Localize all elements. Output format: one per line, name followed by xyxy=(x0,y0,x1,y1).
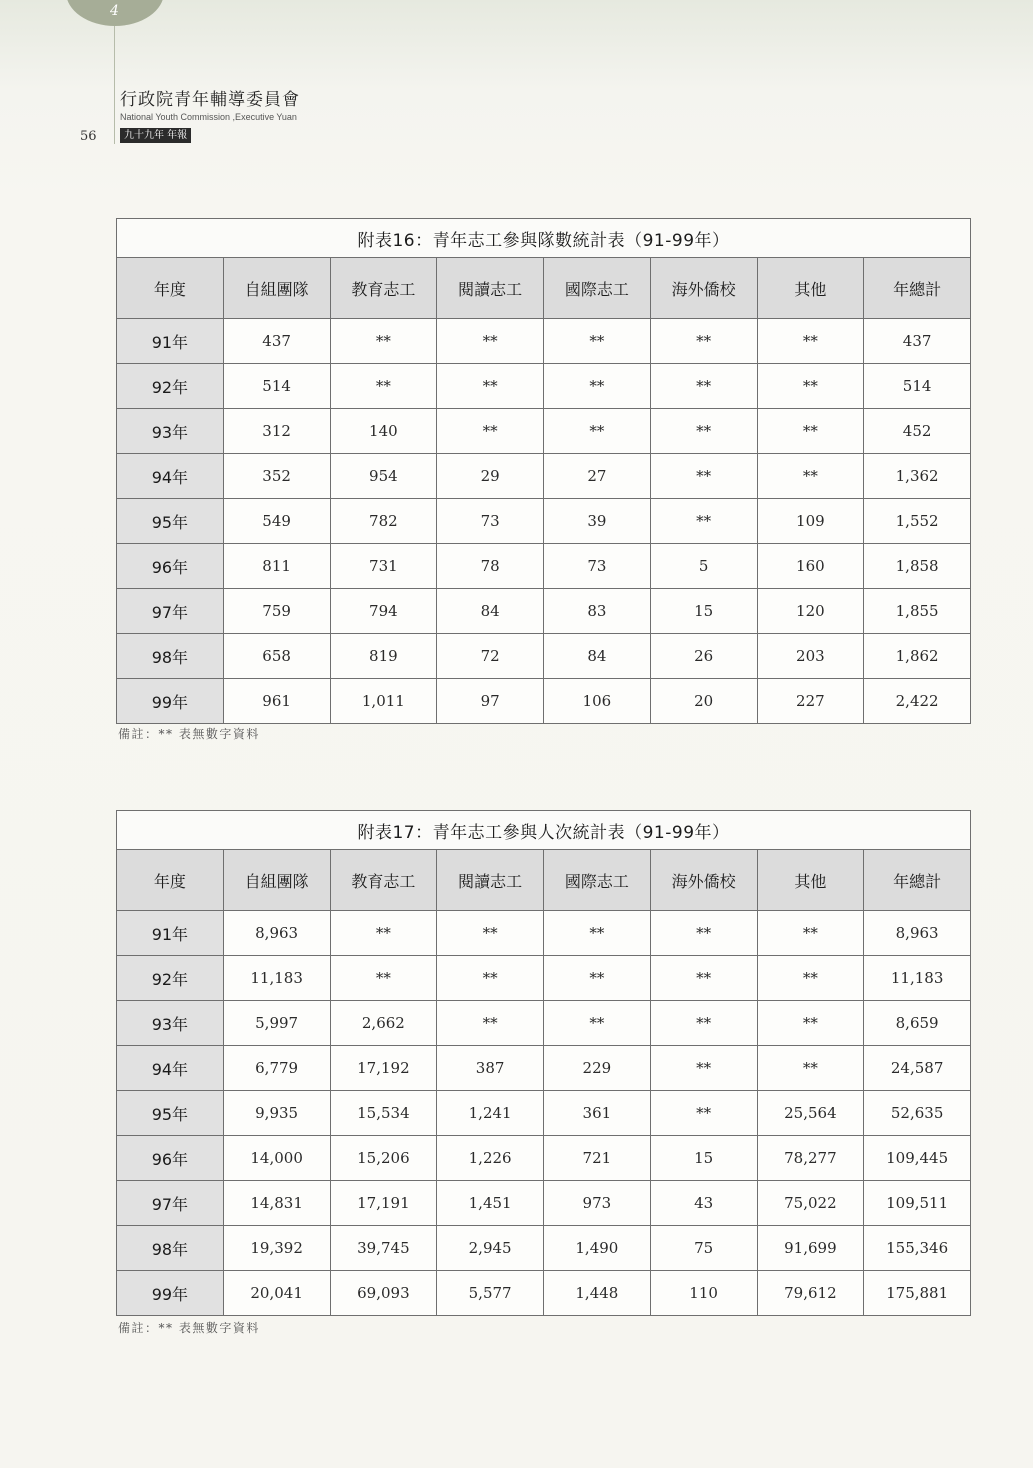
value-cell: 19,392 xyxy=(223,1226,330,1271)
value-cell: 229 xyxy=(544,1046,651,1091)
value-cell: 160 xyxy=(757,544,864,589)
value-cell: 75 xyxy=(650,1226,757,1271)
value-cell: 514 xyxy=(223,364,330,409)
value-cell: 20 xyxy=(650,679,757,724)
column-header: 國際志工 xyxy=(544,258,651,319)
value-cell: 8,659 xyxy=(864,1001,971,1046)
value-cell: ** xyxy=(437,409,544,454)
value-cell: ** xyxy=(650,319,757,364)
value-cell: 1,490 xyxy=(544,1226,651,1271)
value-cell: 8,963 xyxy=(864,911,971,956)
column-header: 年度 xyxy=(117,850,224,911)
value-cell: ** xyxy=(650,409,757,454)
value-cell: 794 xyxy=(330,589,437,634)
value-cell: ** xyxy=(650,911,757,956)
value-cell: ** xyxy=(544,1001,651,1046)
table-header-row xyxy=(117,258,971,319)
value-cell: 109,445 xyxy=(864,1136,971,1181)
year-cell: 95年 xyxy=(117,499,224,544)
value-cell: ** xyxy=(757,1046,864,1091)
column-header: 其他 xyxy=(757,850,864,911)
table-row xyxy=(117,499,971,544)
value-cell: ** xyxy=(544,364,651,409)
value-cell: 109 xyxy=(757,499,864,544)
year-cell: 97年 xyxy=(117,1181,224,1226)
year-cell: 98年 xyxy=(117,1226,224,1271)
value-cell: 5,577 xyxy=(437,1271,544,1316)
value-cell: ** xyxy=(544,319,651,364)
value-cell: 1,226 xyxy=(437,1136,544,1181)
column-header: 其他 xyxy=(757,258,864,319)
value-cell: 1,858 xyxy=(864,544,971,589)
value-cell: 721 xyxy=(544,1136,651,1181)
value-cell: 15 xyxy=(650,589,757,634)
participant-count-table xyxy=(116,810,971,1316)
value-cell: 387 xyxy=(437,1046,544,1091)
value-cell: 5,997 xyxy=(223,1001,330,1046)
chapter-number: 4 xyxy=(110,3,119,19)
column-header: 年總計 xyxy=(864,258,971,319)
value-cell: 1,451 xyxy=(437,1181,544,1226)
value-cell: ** xyxy=(437,911,544,956)
table-caption: 附表17：青年志工參與人次統計表（91-99年） xyxy=(117,811,971,850)
column-header: 年度 xyxy=(117,258,224,319)
value-cell: ** xyxy=(757,454,864,499)
table-row xyxy=(117,911,971,956)
value-cell: 658 xyxy=(223,634,330,679)
value-cell: 2,422 xyxy=(864,679,971,724)
value-cell: 140 xyxy=(330,409,437,454)
value-cell: 549 xyxy=(223,499,330,544)
value-cell: 20,041 xyxy=(223,1271,330,1316)
table-row xyxy=(117,364,971,409)
value-cell: 961 xyxy=(223,679,330,724)
header-divider xyxy=(114,26,115,144)
year-cell: 91年 xyxy=(117,319,224,364)
value-cell: 203 xyxy=(757,634,864,679)
year-cell: 94年 xyxy=(117,1046,224,1091)
value-cell: 759 xyxy=(223,589,330,634)
value-cell: ** xyxy=(650,364,757,409)
year-cell: 93年 xyxy=(117,1001,224,1046)
value-cell: 15,206 xyxy=(330,1136,437,1181)
table-row xyxy=(117,1001,971,1046)
org-name: 行政院青年輔導委員會 xyxy=(120,90,300,110)
value-cell: 73 xyxy=(544,544,651,589)
year-cell: 92年 xyxy=(117,364,224,409)
value-cell: 120 xyxy=(757,589,864,634)
value-cell: 5 xyxy=(650,544,757,589)
value-cell: 227 xyxy=(757,679,864,724)
year-cell: 92年 xyxy=(117,956,224,1001)
column-header: 閱讀志工 xyxy=(437,850,544,911)
value-cell: ** xyxy=(330,364,437,409)
column-header: 自組團隊 xyxy=(223,258,330,319)
year-cell: 93年 xyxy=(117,409,224,454)
value-cell: 312 xyxy=(223,409,330,454)
table-row xyxy=(117,319,971,364)
year-cell: 96年 xyxy=(117,1136,224,1181)
value-cell: 78,277 xyxy=(757,1136,864,1181)
column-header: 自組團隊 xyxy=(223,850,330,911)
value-cell: 155,346 xyxy=(864,1226,971,1271)
value-cell: 11,183 xyxy=(223,956,330,1001)
value-cell: 69,093 xyxy=(330,1271,437,1316)
year-cell: 94年 xyxy=(117,454,224,499)
table-row xyxy=(117,1181,971,1226)
value-cell: ** xyxy=(757,364,864,409)
column-header: 閱讀志工 xyxy=(437,258,544,319)
value-cell: ** xyxy=(650,499,757,544)
value-cell: 83 xyxy=(544,589,651,634)
table-row xyxy=(117,1226,971,1271)
value-cell: 109,511 xyxy=(864,1181,971,1226)
value-cell: 6,779 xyxy=(223,1046,330,1091)
table-row xyxy=(117,589,971,634)
table-row xyxy=(117,1091,971,1136)
value-cell: 1,011 xyxy=(330,679,437,724)
value-cell: 84 xyxy=(437,589,544,634)
value-cell: 15,534 xyxy=(330,1091,437,1136)
value-cell: 954 xyxy=(330,454,437,499)
value-cell: 39,745 xyxy=(330,1226,437,1271)
column-header: 年總計 xyxy=(864,850,971,911)
value-cell: 39 xyxy=(544,499,651,544)
value-cell: ** xyxy=(757,1001,864,1046)
value-cell: ** xyxy=(757,409,864,454)
table-row xyxy=(117,454,971,499)
table-row xyxy=(117,679,971,724)
value-cell: ** xyxy=(650,1001,757,1046)
table-16-note: 備註：** 表無數字資料 xyxy=(118,727,260,741)
table-row xyxy=(117,544,971,589)
value-cell: 11,183 xyxy=(864,956,971,1001)
value-cell: 97 xyxy=(437,679,544,724)
value-cell: ** xyxy=(650,956,757,1001)
report-tag: 九十九年 年報 xyxy=(120,128,191,143)
table-row xyxy=(117,634,971,679)
value-cell: 352 xyxy=(223,454,330,499)
value-cell: 811 xyxy=(223,544,330,589)
table-row xyxy=(117,1136,971,1181)
value-cell: ** xyxy=(437,364,544,409)
value-cell: 819 xyxy=(330,634,437,679)
page-header xyxy=(120,90,300,143)
value-cell: ** xyxy=(330,911,437,956)
table-row xyxy=(117,1046,971,1091)
value-cell: 79,612 xyxy=(757,1271,864,1316)
value-cell: 17,192 xyxy=(330,1046,437,1091)
value-cell: 17,191 xyxy=(330,1181,437,1226)
year-cell: 98年 xyxy=(117,634,224,679)
value-cell: 782 xyxy=(330,499,437,544)
value-cell: 25,564 xyxy=(757,1091,864,1136)
value-cell: 73 xyxy=(437,499,544,544)
value-cell: ** xyxy=(650,1046,757,1091)
value-cell: 14,000 xyxy=(223,1136,330,1181)
value-cell: 175,881 xyxy=(864,1271,971,1316)
value-cell: 1,241 xyxy=(437,1091,544,1136)
year-cell: 95年 xyxy=(117,1091,224,1136)
year-cell: 97年 xyxy=(117,589,224,634)
value-cell: 9,935 xyxy=(223,1091,330,1136)
value-cell: ** xyxy=(437,956,544,1001)
org-name-en: National Youth Commission ,Executive Yuan xyxy=(120,112,297,122)
table-header-row xyxy=(117,850,971,911)
value-cell: 731 xyxy=(330,544,437,589)
value-cell: 72 xyxy=(437,634,544,679)
value-cell: 2,945 xyxy=(437,1226,544,1271)
value-cell: 29 xyxy=(437,454,544,499)
value-cell: 91,699 xyxy=(757,1226,864,1271)
team-count-table xyxy=(116,218,971,724)
value-cell: ** xyxy=(757,956,864,1001)
value-cell: 1,362 xyxy=(864,454,971,499)
value-cell: 437 xyxy=(223,319,330,364)
column-header: 教育志工 xyxy=(330,850,437,911)
value-cell: 24,587 xyxy=(864,1046,971,1091)
value-cell: ** xyxy=(650,1091,757,1136)
value-cell: ** xyxy=(330,956,437,1001)
value-cell: 1,862 xyxy=(864,634,971,679)
value-cell: 43 xyxy=(650,1181,757,1226)
table-17-note: 備註：** 表無數字資料 xyxy=(118,1321,260,1335)
table-row xyxy=(117,409,971,454)
value-cell: 26 xyxy=(650,634,757,679)
value-cell: ** xyxy=(757,911,864,956)
column-header: 教育志工 xyxy=(330,258,437,319)
value-cell: ** xyxy=(650,454,757,499)
value-cell: 437 xyxy=(864,319,971,364)
value-cell: ** xyxy=(544,409,651,454)
year-cell: 91年 xyxy=(117,911,224,956)
column-header: 海外僑校 xyxy=(650,258,757,319)
year-cell: 99年 xyxy=(117,679,224,724)
value-cell: 27 xyxy=(544,454,651,499)
table-row xyxy=(117,956,971,1001)
value-cell: 78 xyxy=(437,544,544,589)
year-cell: 99年 xyxy=(117,1271,224,1316)
table-caption: 附表16：青年志工參與隊數統計表（91-99年） xyxy=(117,219,971,258)
value-cell: 110 xyxy=(650,1271,757,1316)
value-cell: 8,963 xyxy=(223,911,330,956)
column-header: 國際志工 xyxy=(544,850,651,911)
value-cell: 106 xyxy=(544,679,651,724)
value-cell: ** xyxy=(330,319,437,364)
value-cell: 75,022 xyxy=(757,1181,864,1226)
value-cell: 973 xyxy=(544,1181,651,1226)
value-cell: 2,662 xyxy=(330,1001,437,1046)
value-cell: 84 xyxy=(544,634,651,679)
page-number: 56 xyxy=(80,129,97,144)
value-cell: ** xyxy=(437,1001,544,1046)
value-cell: 1,855 xyxy=(864,589,971,634)
value-cell: 452 xyxy=(864,409,971,454)
value-cell: 514 xyxy=(864,364,971,409)
value-cell: 1,448 xyxy=(544,1271,651,1316)
value-cell: 1,552 xyxy=(864,499,971,544)
table-row xyxy=(117,1271,971,1316)
year-cell: 96年 xyxy=(117,544,224,589)
value-cell: ** xyxy=(757,319,864,364)
value-cell: ** xyxy=(437,319,544,364)
value-cell: ** xyxy=(544,911,651,956)
value-cell: ** xyxy=(544,956,651,1001)
value-cell: 14,831 xyxy=(223,1181,330,1226)
column-header: 海外僑校 xyxy=(650,850,757,911)
value-cell: 52,635 xyxy=(864,1091,971,1136)
value-cell: 15 xyxy=(650,1136,757,1181)
value-cell: 361 xyxy=(544,1091,651,1136)
